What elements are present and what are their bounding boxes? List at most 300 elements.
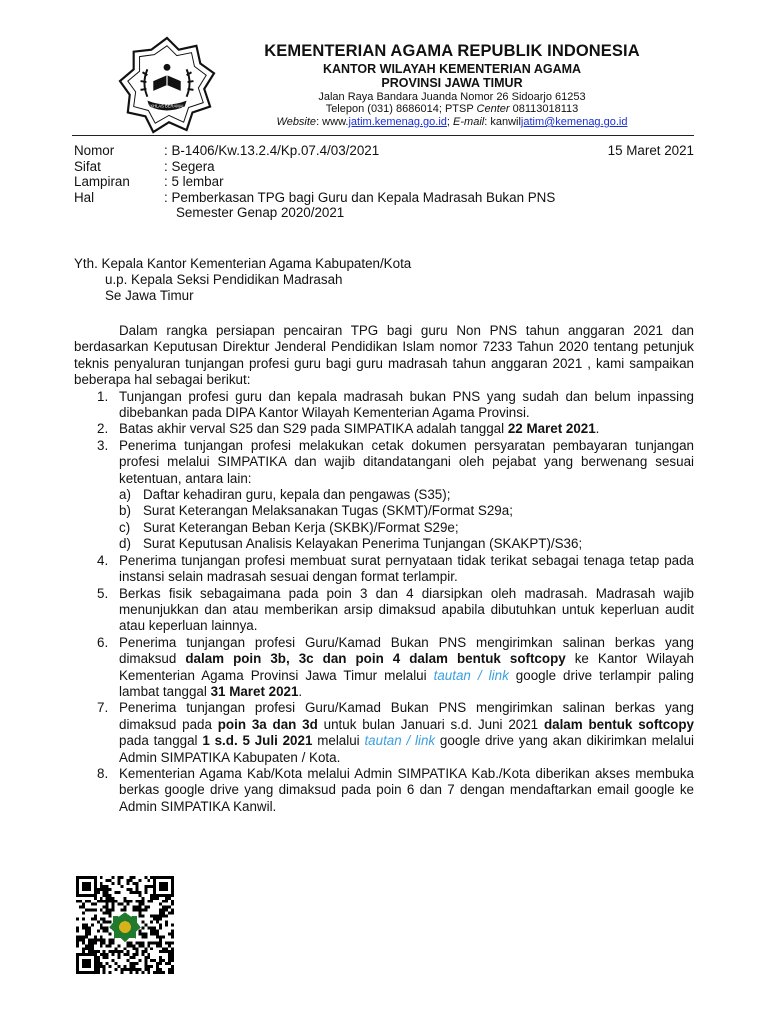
qr-module	[94, 882, 97, 885]
qr-module	[138, 906, 141, 909]
qr-module	[132, 891, 135, 894]
qr-module	[150, 929, 153, 932]
qr-module	[106, 926, 109, 929]
qr-module	[103, 971, 106, 974]
qr-module	[88, 944, 91, 947]
qr-module	[162, 912, 165, 915]
qr-module	[124, 897, 127, 900]
qr-module	[100, 885, 103, 888]
qr-module	[162, 885, 165, 888]
qr-module	[162, 935, 165, 938]
qr-module	[85, 926, 88, 929]
qr-module	[156, 941, 159, 944]
logo-motto: IKHLAS BERAMAL	[149, 103, 185, 109]
qr-module	[103, 918, 106, 921]
qr-module	[88, 932, 91, 935]
qr-module	[94, 918, 97, 921]
qr-module	[159, 959, 162, 962]
qr-module	[150, 876, 153, 879]
qr-module	[76, 882, 79, 885]
qr-module	[82, 888, 85, 891]
qr-module	[153, 915, 156, 918]
qr-module	[138, 968, 141, 971]
qr-module	[132, 876, 135, 879]
item-text: Tunjangan profesi guru dan kepala madrasah bukan PNS yang sudah dan belum inpassing dibebankan pada DIPA Kantor Wilayah Kementerian Agama Provinsi.	[119, 388, 694, 421]
qr-module	[141, 953, 144, 956]
qr-module	[112, 909, 115, 912]
qr-module	[126, 941, 129, 944]
qr-module	[156, 921, 159, 924]
qr-module	[106, 953, 109, 956]
qr-module	[106, 894, 109, 897]
sub-text: Surat Keterangan Beban Kerja (SKBK)/Format S29e;	[143, 519, 459, 535]
qr-module	[106, 912, 109, 915]
qr-module	[135, 947, 138, 950]
bold-text: dalam poin 3b, 3c dan poin 4 dalam bentuk softcopy	[185, 651, 566, 667]
qr-module	[141, 944, 144, 947]
qr-module	[103, 891, 106, 894]
qr-module	[82, 947, 85, 950]
qr-module	[144, 932, 147, 935]
qr-module	[76, 879, 79, 882]
qr-module	[85, 935, 88, 938]
meta-value: : Segera	[164, 158, 215, 174]
qr-module	[159, 909, 162, 912]
qr-module	[118, 882, 121, 885]
qr-module	[88, 947, 91, 950]
item-text: ke Kantor Wilayah Kementerian Agama Provinsi Jawa Timur melalui	[119, 651, 695, 683]
qr-module	[156, 962, 159, 965]
qr-module	[106, 885, 109, 888]
email-link[interactable]: jatim@kemenag.go.id	[520, 116, 628, 128]
qr-module	[156, 918, 159, 921]
qr-module	[76, 888, 79, 891]
qr-module	[112, 876, 115, 879]
qr-module	[141, 915, 144, 918]
qr-module	[129, 956, 132, 959]
qr-module	[97, 962, 100, 965]
qr-module	[159, 903, 162, 906]
qr-module	[82, 953, 85, 956]
qr-module	[141, 900, 144, 903]
qr-module	[82, 971, 85, 974]
item-text: Penerima tunjangan profesi Guru/Kamad Bukan PNS mengirimkan salinan berkas yang dimaksud pada	[119, 700, 694, 732]
qr-module	[159, 926, 162, 929]
qr-module	[118, 944, 121, 947]
qr-module	[144, 962, 147, 965]
qr-module	[112, 938, 115, 941]
item-number: 7.	[97, 700, 109, 716]
qr-module	[147, 968, 150, 971]
center-number: 08113018113	[509, 103, 579, 116]
qr-module	[165, 885, 168, 888]
qr-module	[150, 897, 153, 900]
qr-module	[85, 953, 88, 956]
qr-module	[88, 962, 91, 965]
qr-module	[82, 924, 85, 927]
qr-module	[112, 903, 115, 906]
qr-module	[109, 921, 112, 924]
qr-module	[159, 912, 162, 915]
qr-module	[79, 900, 82, 903]
qr-module	[150, 932, 153, 935]
qr-module	[100, 900, 103, 903]
qr-module	[88, 965, 91, 968]
qr-module	[168, 897, 171, 900]
qr-module	[76, 900, 79, 903]
qr-module	[106, 962, 109, 965]
qr-module	[135, 882, 138, 885]
qr-module	[132, 944, 135, 947]
qr-module	[171, 903, 174, 906]
qr-module	[135, 885, 138, 888]
list-item	[74, 421, 694, 437]
qr-module	[94, 909, 97, 912]
qr-module	[141, 950, 144, 953]
qr-module	[109, 971, 112, 974]
qr-module	[138, 894, 141, 897]
qr-module	[171, 900, 174, 903]
qr-module	[82, 941, 85, 944]
province-title: PROVINSI JAWA TIMUR	[381, 76, 523, 91]
qr-module	[129, 971, 132, 974]
qr-module	[103, 906, 106, 909]
qr-module	[85, 959, 88, 962]
intro-paragraph: Dalam rangka persiapan pencairan TPG bagi guru Non PNS tahun anggaran 2021 dan berdasarkan Keputusan Direktur Jenderal Pendidikan Islam nomor 7233 Tahun 2020 tentang petunjuk teknis penyaluran tunjangan profesi guru bagi guru madrasah tahun anggaran 2021 , kami sampaikan beberapa hal sebagai berikut:	[74, 323, 694, 388]
qr-module	[135, 909, 138, 912]
qr-module	[94, 897, 97, 900]
qr-module	[124, 909, 127, 912]
qr-module	[106, 888, 109, 891]
qr-module	[121, 971, 124, 974]
qr-module	[156, 915, 159, 918]
qr-module	[118, 876, 121, 879]
qr-module	[121, 968, 124, 971]
qr-module	[100, 926, 103, 929]
qr-module	[162, 909, 165, 912]
qr-module	[135, 906, 138, 909]
qr-module	[153, 929, 156, 932]
qr-module	[126, 900, 129, 903]
meta-key: Sifat	[74, 158, 101, 174]
website-prefix: : www.	[316, 116, 349, 128]
qr-module	[153, 894, 156, 897]
qr-module	[85, 882, 88, 885]
qr-module	[103, 929, 106, 932]
qr-module	[85, 962, 88, 965]
qr-module	[112, 953, 115, 956]
qr-module	[100, 953, 103, 956]
deadline-date: 1 s.d. 5 Juli 2021	[202, 733, 313, 749]
qr-module	[85, 944, 88, 947]
qr-module	[165, 924, 168, 927]
meta-value: : B-1406/Kw.13.2.4/Kp.07.4/03/2021	[164, 143, 380, 158]
qr-module	[94, 894, 97, 897]
qr-module	[150, 915, 153, 918]
qr-module	[79, 935, 82, 938]
office-web	[222, 116, 682, 129]
qr-module	[126, 903, 129, 906]
qr-module	[94, 968, 97, 971]
qr-module	[132, 909, 135, 912]
qr-module	[112, 959, 115, 962]
qr-module	[129, 968, 132, 971]
qr-module	[150, 894, 153, 897]
qr-module	[79, 906, 82, 909]
qr-module	[126, 968, 129, 971]
qr-module	[129, 965, 132, 968]
qr-module	[141, 926, 144, 929]
qr-module	[112, 906, 115, 909]
qr-module	[162, 906, 165, 909]
qr-module	[97, 959, 100, 962]
item-number: 5.	[97, 585, 109, 601]
qr-module	[153, 879, 156, 882]
qr-module	[165, 950, 168, 953]
qr-module	[144, 959, 147, 962]
qr-module	[159, 885, 162, 888]
qr-module	[79, 953, 82, 956]
qr-module	[82, 950, 85, 953]
sub-letter: d)	[119, 536, 131, 552]
qr-module	[118, 891, 121, 894]
qr-module	[159, 950, 162, 953]
qr-module	[85, 932, 88, 935]
qr-module	[153, 959, 156, 962]
qr-module	[91, 941, 94, 944]
qr-module	[103, 965, 106, 968]
qr-module	[162, 900, 165, 903]
qr-module	[171, 924, 174, 927]
qr-module	[171, 947, 174, 950]
qr-module	[115, 891, 118, 894]
qr-module	[76, 918, 79, 921]
qr-module	[76, 938, 79, 941]
qr-module	[162, 950, 165, 953]
qr-module	[91, 876, 94, 879]
qr-module	[94, 953, 97, 956]
qr-module	[85, 900, 88, 903]
list-item	[74, 700, 694, 766]
qr-module	[156, 876, 159, 879]
qr-module	[103, 900, 106, 903]
qr-module	[165, 947, 168, 950]
web-separator: ;	[446, 116, 454, 128]
qr-module	[165, 962, 168, 965]
qr-module	[91, 918, 94, 921]
item-text: Penerima tunjangan profesi melakukan cetak dokumen persyaratan pembayaran tunjangan profesi melalui SIMPATIKA dan wajib ditandatangani oleh pejabat yang berwenang sesuai ketentuan, antara lain:	[119, 437, 694, 486]
qr-module	[109, 897, 112, 900]
letter-body	[74, 323, 694, 815]
qr-module	[171, 888, 174, 891]
qr-module	[171, 882, 174, 885]
list-item	[74, 389, 694, 422]
qr-module	[76, 935, 79, 938]
bold-text: dalam bentuk softcopy	[543, 716, 694, 732]
qr-module	[159, 924, 162, 927]
qr-module	[144, 950, 147, 953]
qr-module	[165, 897, 168, 900]
qr-module	[135, 891, 138, 894]
qr-module	[132, 953, 135, 956]
qr-module	[112, 941, 115, 944]
qr-module	[91, 953, 94, 956]
qr-module	[141, 921, 144, 924]
qr-module	[82, 935, 85, 938]
qr-module	[103, 888, 106, 891]
qr-module	[147, 953, 150, 956]
qr-module	[79, 971, 82, 974]
qr-module	[141, 971, 144, 974]
qr-module	[171, 950, 174, 953]
qr-module	[100, 938, 103, 941]
qr-module	[100, 909, 103, 912]
qr-module	[103, 941, 106, 944]
email-label: E-mail	[453, 116, 485, 128]
qr-module	[115, 962, 118, 965]
qr-module	[144, 956, 147, 959]
tautan-link[interactable]: tautan / link	[364, 733, 436, 749]
qr-module	[141, 941, 144, 944]
qr-module	[82, 882, 85, 885]
qr-module	[88, 929, 91, 932]
qr-module	[82, 959, 85, 962]
qr-module	[91, 924, 94, 927]
qr-module	[94, 915, 97, 918]
qr-module	[126, 953, 129, 956]
qr-module	[168, 906, 171, 909]
qr-module	[76, 956, 79, 959]
qr-module	[103, 950, 106, 953]
qr-module	[159, 915, 162, 918]
sub-letter: b)	[119, 503, 131, 519]
qr-module	[97, 956, 100, 959]
qr-module	[150, 885, 153, 888]
website-link[interactable]: jatim.kemenag.go.id	[348, 116, 447, 128]
qr-module	[97, 888, 100, 891]
qr-module	[129, 941, 132, 944]
qr-code-icon	[76, 876, 174, 974]
qr-module	[129, 888, 132, 891]
qr-module	[141, 903, 144, 906]
qr-module	[132, 968, 135, 971]
qr-module	[171, 941, 174, 944]
qr-module	[162, 971, 165, 974]
qr-module	[171, 968, 174, 971]
qr-module	[94, 903, 97, 906]
qr-module	[168, 962, 171, 965]
qr-module	[100, 888, 103, 891]
qr-module	[94, 959, 97, 962]
qr-module	[129, 879, 132, 882]
qr-module	[171, 929, 174, 932]
qr-module	[171, 935, 174, 938]
item-text: Kementerian Agama Kab/Kota melalui Admin SIMPATIKA Kab./Kota diberikan akses membuka berkas google drive yang dimaksud pada poin 6 dan 7 dengan mendaftarkan email google ke Admin SIMPATIKA Kanwil.	[119, 765, 694, 814]
qr-module	[153, 876, 156, 879]
qr-module	[82, 885, 85, 888]
qr-module	[97, 968, 100, 971]
qr-module	[129, 900, 132, 903]
qr-module	[147, 965, 150, 968]
qr-module	[109, 941, 112, 944]
qr-module	[165, 906, 168, 909]
qr-module	[126, 959, 129, 962]
sub-item	[119, 536, 694, 552]
qr-module	[147, 971, 150, 974]
qr-module	[103, 926, 106, 929]
qr-module	[135, 968, 138, 971]
qr-module	[85, 909, 88, 912]
qr-module	[159, 918, 162, 921]
letterhead	[222, 42, 682, 129]
addressee-line: Se Jawa Timur	[105, 288, 194, 303]
addressee-line: u.p. Kepala Seksi Pendidikan Madrasah	[105, 272, 343, 287]
qr-module	[76, 971, 79, 974]
qr-module	[141, 932, 144, 935]
qr-module	[156, 971, 159, 974]
sub-item	[119, 520, 694, 536]
qr-module	[112, 900, 115, 903]
qr-module	[150, 900, 153, 903]
sub-item	[119, 487, 694, 503]
qr-module	[162, 915, 165, 918]
qr-module	[150, 959, 153, 962]
qr-module	[109, 965, 112, 968]
qr-module	[109, 894, 112, 897]
qr-module	[76, 953, 79, 956]
qr-module	[76, 894, 79, 897]
qr-module	[168, 932, 171, 935]
phone-text: Telepon (031) 8686014; PTSP	[325, 103, 477, 116]
qr-module	[100, 944, 103, 947]
qr-module	[82, 906, 85, 909]
qr-module	[91, 938, 94, 941]
qr-module	[85, 885, 88, 888]
qr-module	[115, 900, 118, 903]
qr-module	[103, 956, 106, 959]
qr-module	[129, 876, 132, 879]
qr-module	[88, 950, 91, 953]
qr-center-emblem	[119, 921, 131, 933]
qr-module	[106, 944, 109, 947]
meta-row-nomor	[74, 143, 694, 159]
qr-module	[88, 882, 91, 885]
qr-module	[135, 953, 138, 956]
qr-module	[76, 941, 79, 944]
qr-module	[85, 876, 88, 879]
qr-module	[115, 950, 118, 953]
qr-module	[126, 944, 129, 947]
qr-module	[85, 947, 88, 950]
qr-module	[76, 885, 79, 888]
qr-module	[91, 909, 94, 912]
qr-module	[88, 894, 91, 897]
qr-module	[168, 959, 171, 962]
qr-module	[82, 962, 85, 965]
qr-module	[153, 941, 156, 944]
qr-module	[138, 941, 141, 944]
qr-module	[118, 879, 121, 882]
qr-module	[141, 909, 144, 912]
qr-module	[144, 906, 147, 909]
qr-module	[168, 941, 171, 944]
item-number: 6.	[97, 634, 109, 650]
qr-module	[168, 968, 171, 971]
qr-module	[124, 953, 127, 956]
qr-module	[94, 965, 97, 968]
tautan-link[interactable]: tautan / link	[433, 667, 509, 683]
qr-module	[76, 891, 79, 894]
